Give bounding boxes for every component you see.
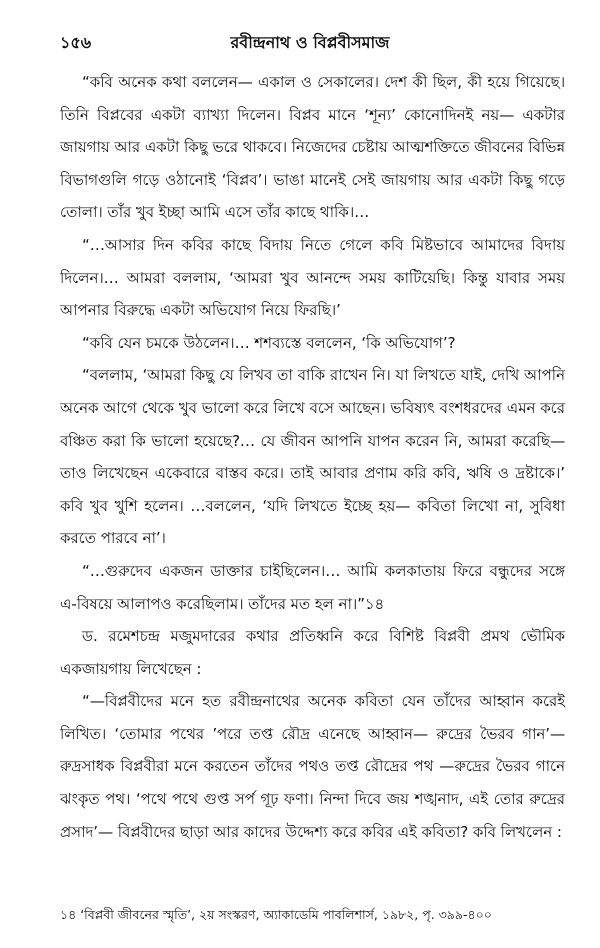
page-body [60, 66, 565, 848]
paragraph-2: “…আসার দিন কবির কাছে বিদায় নিতে গেলে কবি মিষ্টভাবে আমাদের বিদায় দিলেন।… আমরা বললাম, ‘আমরা খুব আনন্দে সময় কাটিয়েছি। কিন্তু যাবার সময় আপনার বিরুদ্ধে একটা অভিযোগ নিয়ে ফিরছি।’ [60, 235, 565, 320]
page-number: ১৫৬ [60, 33, 92, 52]
paragraph-3: “কবি যেন চমকে উঠলেন।… শশব্যস্তে বললেন, ‘কি অভিযোগ’? [82, 333, 456, 352]
paragraph-7: “—বিপ্লবীদের মনে হত রবীন্দ্রনাথের অনেক কবিতা যেন তাঁদের আহ্বান করেই লিখিত। ‘তোমার পথের ’পরে তপ্ত রৌদ্র এনেছে আহ্বান— রুদ্রের ভৈরব গান’— রুদ্রসাধক বিপ্লবীরা মনে করতেন তাঁদের পথও তপ্ত রৌদ্রের পথ —রুদ্রের ভৈরব গানে ঝংকৃত পথ। ‘পথে পথে গুপ্ত সর্প গূঢ় ফণা। নিন্দা দিবে জয় শঙ্খনাদ, এই তোর রুদ্রের প্রসাদ’— বিপ্লবীদের ছাড়া আর কাদের উদ্দেশ্য করে কবির এই কবিতা? কবি লিখলেন : [60, 692, 565, 841]
running-title: রবীন্দ্রনাথ ও বিপ্লবীসমাজ [230, 33, 390, 52]
page-header [60, 30, 560, 56]
paragraph-6: ড. রমেশচন্দ্র মজুমদারের কথার প্রতিধ্বনি করে বিশিষ্ট বিপ্লবী প্রমথ ভৌমিক একজায়গায় লিখেছেন : [60, 627, 565, 678]
footnote: ১৪ ‘বিপ্লবী জীবনের স্মৃতি’, ২য় সংস্করণ, অ্যাকাডেমি পাবলিশার্স, ১৯৮২, পৃ. ৩৯৯-৪০০ [60, 907, 492, 922]
paragraph-5: “…গুরুদেব একজন ডাক্তার চাইছিলেন।… আমি কলকাতায় ফিরে বন্ধুদের সঙ্গে এ-বিষয়ে আলাপও করেছিলাম। তাঁদের মত হল না।”১৪ [60, 561, 565, 613]
paragraph-1: “কবি অনেক কথা বললেন— একাল ও সেকালের। দেশ কী ছিল, কী হয়ে গিয়েছে। তিনি বিপ্লবের একটা ব্যাখ্যা দিলেন। বিপ্লব মানে ‘শূন্য’ কোনোদিনই নয়— একটার জায়গায় আর একটা কিছু ভরে থাকবে। নিজেদের চেষ্টায় আত্মশক্তিতে জীবনের বিভিন্ন বিভাগগুলি গড়ে ওঠানোই ‘বিপ্লব’। ভাঙা মানেই সেই জায়গায় আর একটা কিছু গড়ে তোলা। তাঁর খুব ইচ্ছা আমি এসে তাঁর কাছে থাকি।… [60, 73, 565, 222]
paragraph-4: “বললাম, ‘আমরা কিছু যে লিখব তা বাকি রাখেন নি। যা লিখতে যাই, দেখি আপনি অনেক আগে থেকে খুব ভালো করে লিখে বসে আছেন। ভবিষ্যৎ বংশধরদের এমন করে বঞ্চিত করা কি ভালো হয়েছে?… যে জীবন আপনি যাপন করেন নি, আমরা করেছি— তাও লিখেছেন একেবারে বাস্তব করে। তাই আবার প্রণাম করি কবি, ঋষি ও দ্রষ্টাকে।’ কবি খুব খুশি হলেন। …বললেন, ‘যদি লিখতে ইচ্ছে হয়— কবিতা লিখো না, সুবিধা করতে পারবে না’। [60, 366, 565, 548]
